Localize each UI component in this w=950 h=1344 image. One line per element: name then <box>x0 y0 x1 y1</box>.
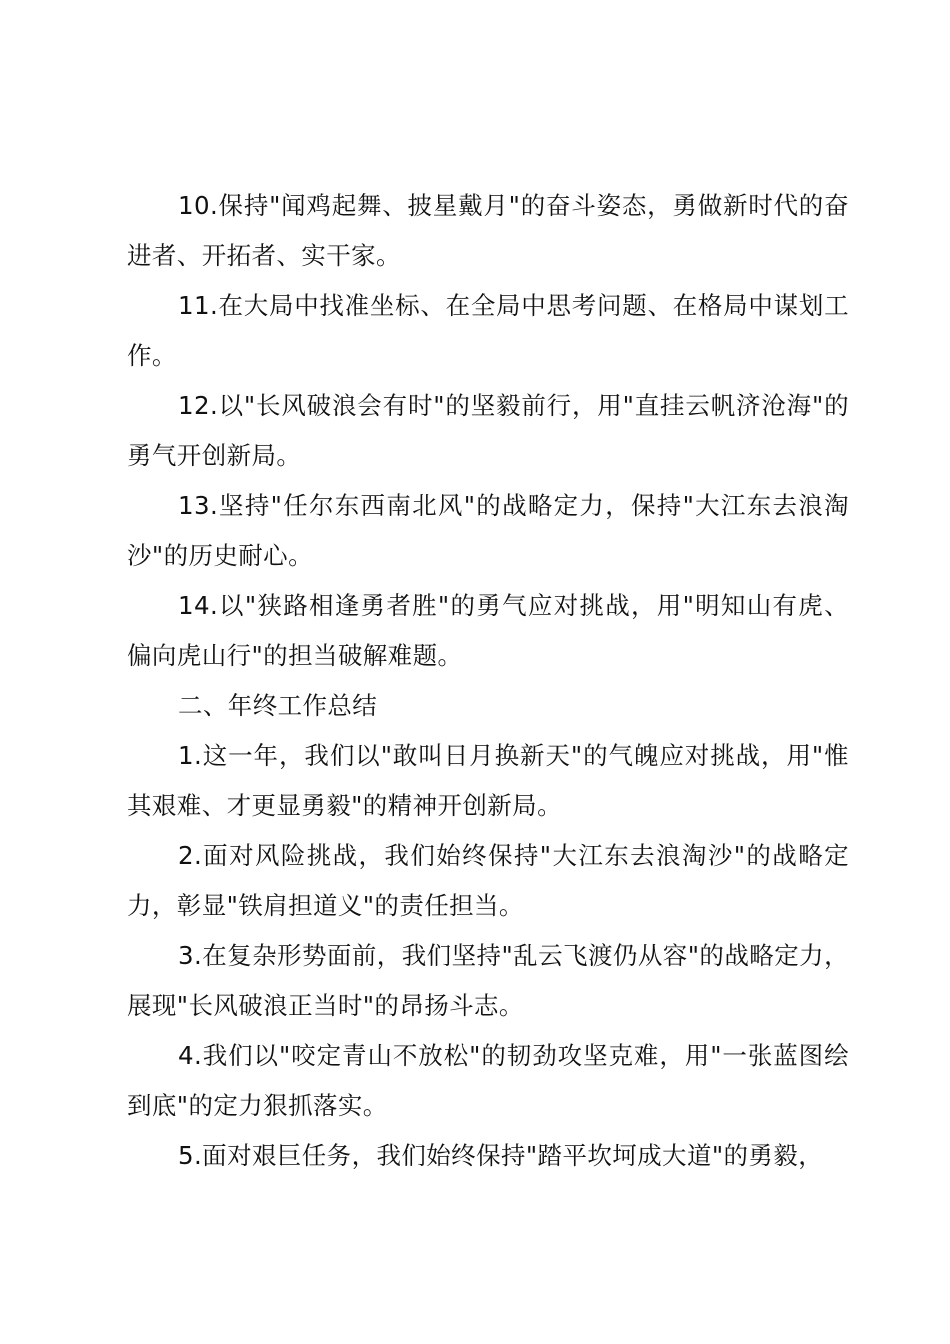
section-heading: 二、年终工作总结 <box>178 691 378 720</box>
summary-item-1: 1.这一年，我们以"敢叫日月换新天"的气魄应对挑战，用"惟其艰难、才更显勇毅"的精神开创新局。 <box>127 741 849 820</box>
summary-item-3: 3.在复杂形势面前，我们坚持"乱云飞渡仍从容"的战略定力，展现"长风破浪正当时"的昂扬斗志。 <box>127 941 849 1020</box>
summary-item-5: 5.面对艰巨任务，我们始终保持"踏平坎坷成大道"的勇毅， <box>178 1141 824 1170</box>
paragraph-item-13: 13.坚持"任尔东西南北风"的战略定力，保持"大江东去浪淘沙"的历史耐心。 <box>127 491 849 570</box>
paragraph-item-11: 11.在大局中找准坐标、在全局中思考问题、在格局中谋划工作。 <box>127 291 849 370</box>
paragraph-item-12: 12.以"长风破浪会有时"的坚毅前行，用"直挂云帆济沧海"的勇气开创新局。 <box>127 391 849 470</box>
summary-item-2: 2.面对风险挑战，我们始终保持"大江东去浪淘沙"的战略定力，彰显"铁肩担道义"的责任担当。 <box>127 841 849 920</box>
paragraph-item-14: 14.以"狭路相逢勇者胜"的勇气应对挑战，用"明知山有虎、偏向虎山行"的担当破解难题。 <box>127 591 849 670</box>
paragraph-item-10: 10.保持"闻鸡起舞、披星戴月"的奋斗姿态，勇做新时代的奋进者、开拓者、实干家。 <box>127 191 849 270</box>
summary-item-4: 4.我们以"咬定青山不放松"的韧劲攻坚克难，用"一张蓝图绘到底"的定力狠抓落实。 <box>127 1041 849 1120</box>
document-body <box>127 181 849 1181</box>
